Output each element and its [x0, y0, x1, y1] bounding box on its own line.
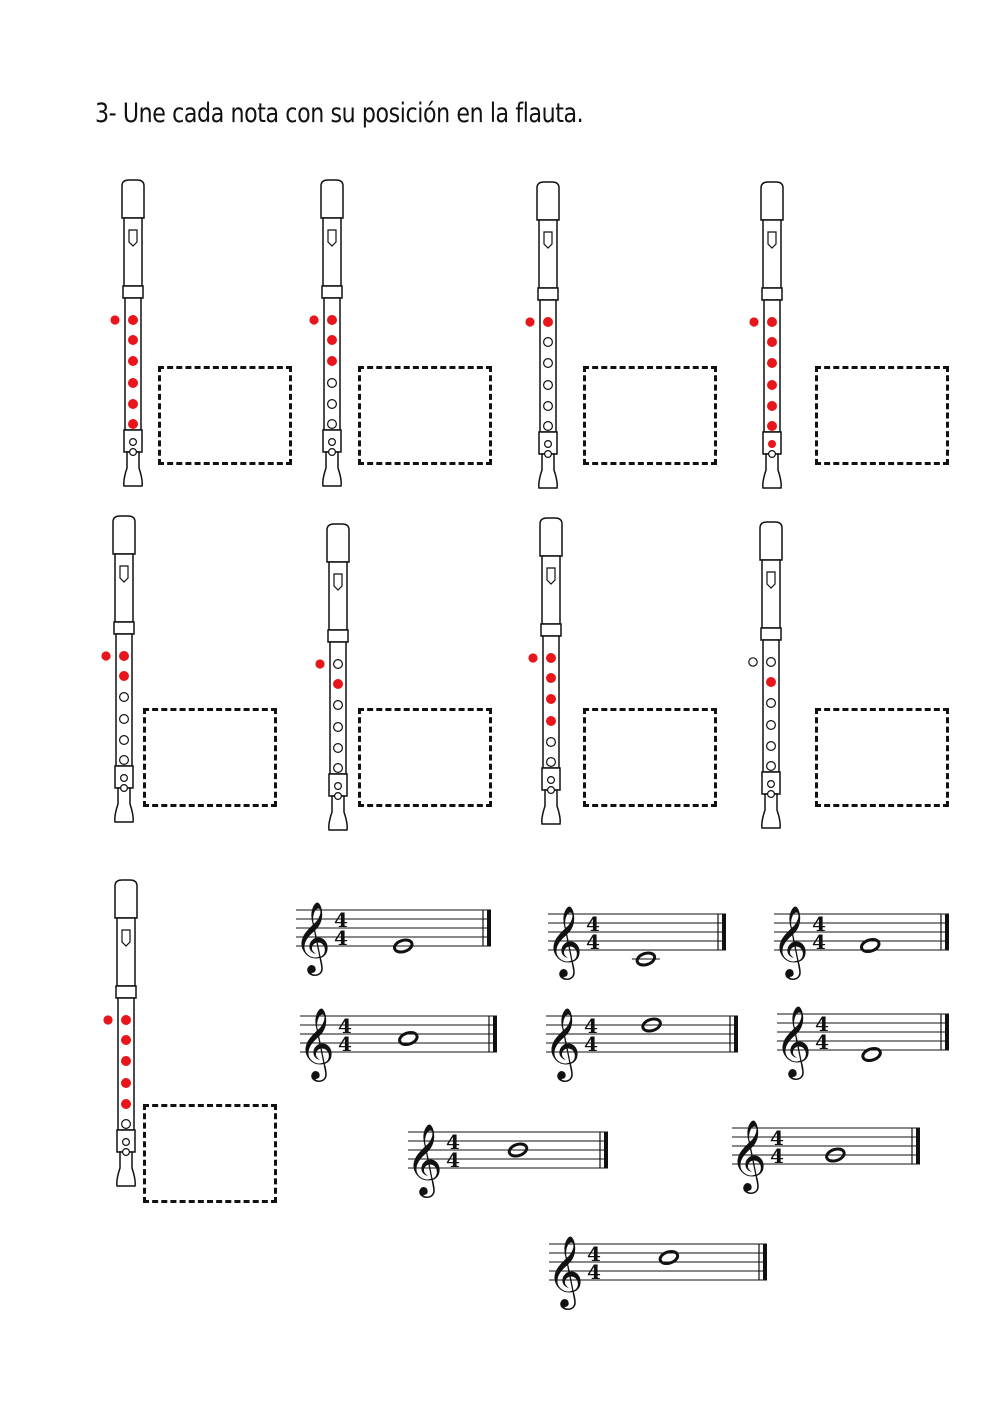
finger-hole-covered [121, 1035, 131, 1045]
recorder-head [113, 516, 135, 554]
thick-barline [487, 910, 491, 946]
finger-hole-open [120, 756, 129, 765]
recorder-9 [103, 880, 137, 1186]
time-signature-bottom: 4 [338, 1032, 352, 1056]
recorder-bell [542, 790, 560, 824]
staff-7 [406, 1122, 608, 1198]
finger-hole-covered [119, 651, 129, 661]
thumb-hole-covered [103, 1015, 112, 1024]
finger-hole-open [334, 744, 343, 753]
staff-4 [298, 1006, 497, 1082]
time-signature-bottom: 4 [812, 930, 826, 954]
time-signature-bottom: 4 [587, 1260, 601, 1284]
recorder-bell [117, 1152, 135, 1186]
answer-box-5[interactable] [143, 708, 277, 807]
recorder-window [768, 232, 776, 248]
recorder-upper-body [539, 220, 557, 288]
treble-clef-icon: 𝄞 [298, 1006, 335, 1079]
finger-hole-open [544, 422, 553, 431]
finger-hole-open [120, 736, 129, 745]
treble-clef-icon: 𝄞 [775, 1004, 812, 1077]
finger-hole-covered [546, 653, 556, 663]
recorder-bell [763, 454, 781, 488]
finger-hole-open [130, 439, 137, 446]
finger-hole-covered [543, 317, 553, 327]
answer-box-8[interactable] [815, 708, 949, 807]
finger-hole-open [120, 715, 129, 724]
recorder-bell [329, 796, 347, 830]
finger-hole-covered [546, 716, 556, 726]
answer-box-4[interactable] [815, 366, 949, 465]
thumb-hole-covered [749, 317, 758, 326]
answer-box-6[interactable] [358, 708, 492, 807]
whole-note-A4 [398, 1030, 419, 1046]
finger-hole-covered [121, 1099, 131, 1109]
recorder-bell [323, 452, 341, 486]
finger-hole-open [130, 449, 137, 456]
finger-hole-open [767, 742, 776, 751]
recorder-4 [749, 182, 783, 488]
finger-hole-covered [767, 421, 777, 431]
recorder-bell [539, 454, 557, 488]
finger-hole-open [548, 777, 555, 784]
thick-barline [763, 1244, 767, 1280]
recorder-joint [116, 986, 136, 998]
recorder-window [547, 568, 555, 584]
finger-hole-covered [119, 671, 129, 681]
finger-hole-open [334, 701, 343, 710]
time-signature-top: 4 [584, 1014, 598, 1038]
finger-hole-open [545, 451, 552, 458]
treble-clef-icon: 𝄞 [544, 1006, 581, 1079]
recorder-window [328, 230, 336, 246]
whole-note-D4 [861, 1046, 882, 1062]
finger-hole-open [767, 699, 776, 708]
recorder-joint [761, 628, 781, 640]
finger-hole-open [123, 1139, 130, 1146]
thick-barline [722, 914, 726, 950]
recorder-2 [309, 180, 343, 486]
recorder-joint [541, 624, 561, 636]
time-signature-bottom: 4 [584, 1032, 598, 1056]
thick-barline [604, 1132, 608, 1168]
finger-hole-covered [128, 419, 138, 429]
recorder-5 [101, 516, 135, 822]
finger-hole-open [328, 420, 337, 429]
finger-hole-open [328, 400, 337, 409]
finger-hole-covered [128, 335, 138, 345]
recorder-upper-body [115, 554, 133, 622]
finger-hole-open [121, 785, 128, 792]
recorder-upper-body [763, 220, 781, 288]
recorder-window [129, 230, 137, 246]
recorder-head [540, 518, 562, 556]
finger-hole-covered [767, 317, 777, 327]
recorder-bell [762, 794, 780, 828]
finger-hole-covered [546, 694, 556, 704]
thumb-hole-open [749, 658, 757, 666]
finger-hole-open [547, 738, 556, 747]
finger-hole-open [544, 381, 553, 390]
recorder-upper-body [117, 918, 135, 986]
staff-5 [544, 1006, 738, 1082]
recorder-8 [749, 522, 782, 828]
answer-box-2[interactable] [358, 366, 492, 465]
answer-box-7[interactable] [583, 708, 717, 807]
finger-hole-covered [766, 677, 776, 687]
finger-hole-open [328, 379, 337, 388]
instruction-title: 3- Une cada nota con su posición en la flauta. [95, 98, 584, 129]
recorder-joint [322, 286, 342, 298]
treble-clef-icon: 𝄞 [294, 900, 331, 973]
recorder-head [321, 180, 343, 218]
finger-hole-open [769, 451, 776, 458]
treble-clef-icon: 𝄞 [547, 1234, 584, 1307]
time-signature-top: 4 [812, 912, 826, 936]
finger-hole-covered [128, 356, 138, 366]
finger-hole-covered [121, 1015, 131, 1025]
finger-hole-covered [767, 358, 777, 368]
recorder-joint [328, 630, 348, 642]
time-signature-bottom: 4 [815, 1030, 829, 1054]
time-signature-top: 4 [587, 1242, 601, 1266]
finger-hole-covered [767, 401, 777, 411]
staff-8 [730, 1118, 920, 1194]
recorder-window [122, 930, 130, 946]
recorder-bell [124, 452, 142, 486]
finger-hole-covered [546, 673, 556, 683]
finger-hole-open [544, 359, 553, 368]
time-signature-top: 4 [334, 908, 348, 932]
recorder-window [544, 232, 552, 248]
thumb-hole-covered [525, 317, 534, 326]
thick-barline [734, 1016, 738, 1052]
finger-hole-open [544, 338, 553, 347]
recorder-upper-body [542, 556, 560, 624]
recorder-upper-body [329, 562, 347, 630]
recorder-6 [315, 524, 349, 830]
thumb-hole-covered [528, 653, 537, 662]
recorder-7 [528, 518, 562, 824]
staff-1 [294, 900, 491, 976]
staff-3 [772, 904, 949, 980]
finger-hole-open [548, 787, 555, 794]
time-signature-bottom: 4 [334, 926, 348, 950]
answer-box-1[interactable] [158, 366, 292, 465]
recorder-upper-body [762, 560, 780, 628]
recorder-window [767, 572, 775, 588]
finger-hole-covered [333, 679, 343, 689]
finger-hole-open [329, 449, 336, 456]
finger-hole-open [544, 402, 553, 411]
time-signature-bottom: 4 [586, 930, 600, 954]
recorder-3 [525, 182, 559, 488]
answer-box-9[interactable] [143, 1104, 277, 1203]
finger-hole-open [334, 764, 343, 773]
finger-hole-open [768, 781, 775, 788]
finger-hole-covered [327, 356, 337, 366]
thumb-hole-covered [309, 315, 318, 324]
recorder-joint [123, 286, 143, 298]
finger-hole-open [335, 793, 342, 800]
treble-clef-icon: 𝄞 [546, 904, 583, 977]
finger-hole-covered [121, 1056, 131, 1066]
recorder-upper-body [124, 218, 142, 286]
thick-barline [945, 1014, 949, 1050]
staff-6 [775, 1004, 949, 1080]
finger-hole-covered [767, 337, 777, 347]
finger-hole-open [767, 721, 776, 730]
finger-hole-open [767, 658, 776, 667]
time-signature-top: 4 [770, 1126, 784, 1150]
finger-hole-open [120, 693, 129, 702]
finger-hole-open [768, 791, 775, 798]
recorder-1 [110, 180, 144, 486]
finger-hole-open [335, 783, 342, 790]
recorder-head [537, 182, 559, 220]
finger-hole-covered [768, 440, 776, 448]
recorder-head [761, 182, 783, 220]
staff-2 [546, 904, 726, 980]
recorder-window [120, 566, 128, 582]
recorder-upper-body [323, 218, 341, 286]
finger-hole-open [329, 439, 336, 446]
finger-hole-covered [128, 378, 138, 388]
finger-hole-open [123, 1149, 130, 1156]
whole-note-C5 [659, 1249, 680, 1265]
treble-clef-icon: 𝄞 [730, 1118, 767, 1191]
thumb-hole-covered [110, 315, 119, 324]
whole-note-F4 [860, 937, 881, 953]
answer-box-3[interactable] [583, 366, 717, 465]
finger-hole-covered [327, 315, 337, 325]
finger-hole-open [545, 441, 552, 448]
thumb-hole-covered [101, 651, 110, 660]
time-signature-top: 4 [338, 1014, 352, 1038]
recorder-head [327, 524, 349, 562]
time-signature-bottom: 4 [770, 1144, 784, 1168]
finger-hole-open [121, 775, 128, 782]
recorder-head [115, 880, 137, 918]
thumb-hole-covered [315, 659, 324, 668]
recorder-joint [114, 622, 134, 634]
thick-barline [945, 914, 949, 950]
time-signature-top: 4 [446, 1130, 460, 1154]
recorder-joint [762, 288, 782, 300]
staff-9 [547, 1234, 767, 1310]
recorder-head [760, 522, 782, 560]
recorder-joint [538, 288, 558, 300]
finger-hole-covered [767, 380, 777, 390]
finger-hole-covered [327, 335, 337, 345]
finger-hole-open [334, 723, 343, 732]
finger-hole-covered [128, 399, 138, 409]
finger-hole-open [767, 762, 776, 771]
treble-clef-icon: 𝄞 [406, 1122, 443, 1195]
thick-barline [916, 1128, 920, 1164]
treble-clef-icon: 𝄞 [772, 904, 809, 977]
finger-hole-open [547, 758, 556, 767]
finger-hole-covered [121, 1078, 131, 1088]
thick-barline [493, 1016, 497, 1052]
recorder-bell [115, 788, 133, 822]
time-signature-top: 4 [586, 912, 600, 936]
recorder-head [122, 180, 144, 218]
finger-hole-covered [128, 315, 138, 325]
finger-hole-open [122, 1120, 131, 1129]
time-signature-bottom: 4 [446, 1148, 460, 1172]
time-signature-top: 4 [815, 1012, 829, 1036]
finger-hole-open [334, 660, 343, 669]
recorder-window [334, 574, 342, 590]
